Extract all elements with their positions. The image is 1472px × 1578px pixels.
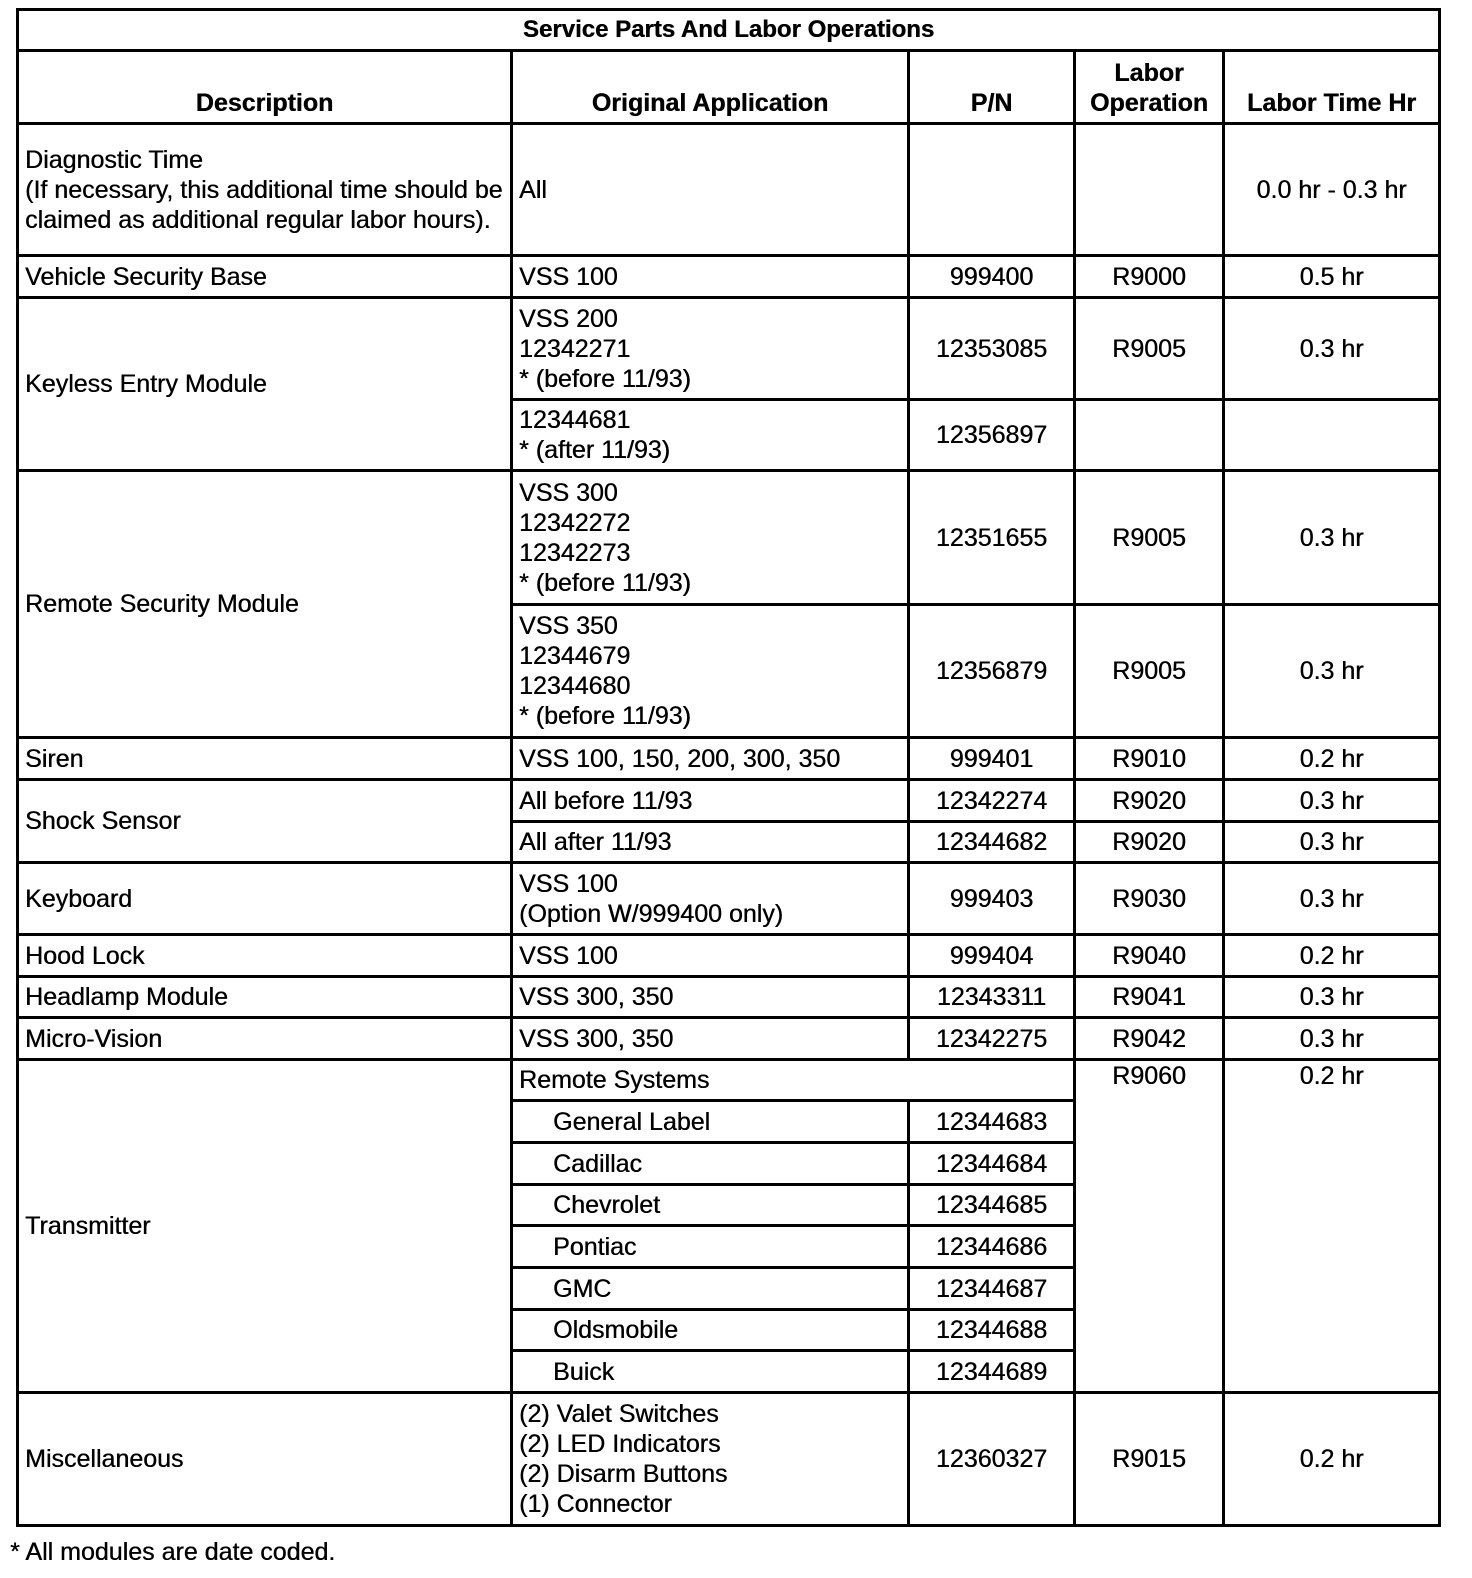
header-labor-op: Labor Operation [1075, 51, 1224, 124]
labor-op-cell: R9000 [1075, 256, 1224, 298]
labor-time-cell: 0.3 hr [1224, 822, 1440, 863]
application-cell: VSS 100, 150, 200, 300, 350 [512, 738, 909, 780]
labor-op-cell [1075, 400, 1224, 471]
labor-time-cell [1224, 400, 1440, 471]
application-cell: VSS 300 12342272 12342273 * (before 11/93) [512, 471, 909, 605]
pn-cell: 999401 [909, 738, 1075, 780]
pn-cell: 12344683 [909, 1101, 1075, 1143]
pn-cell [909, 124, 1075, 256]
description-cell: Headlamp Module [18, 977, 512, 1018]
application-cell: General Label [512, 1101, 909, 1143]
table-row [18, 471, 1440, 605]
labor-time-cell: 0.3 hr [1224, 471, 1440, 605]
pn-cell: 12344686 [909, 1226, 1075, 1268]
application-cell: (2) Valet Switches (2) LED Indicators (2) Disarm Buttons (1) Connector [512, 1393, 909, 1526]
labor-op-cell: R9010 [1075, 738, 1224, 780]
labor-op-cell: R9020 [1075, 780, 1224, 822]
application-cell: VSS 100 (Option W/999400 only) [512, 863, 909, 935]
labor-op-cell: R9005 [1075, 298, 1224, 400]
table-title: Service Parts And Labor Operations [18, 10, 1440, 51]
table-row [18, 977, 1440, 1018]
description-cell: Vehicle Security Base [18, 256, 512, 298]
labor-op-cell: R9041 [1075, 977, 1224, 1018]
application-cell: Cadillac [512, 1143, 909, 1185]
pn-cell: 12343311 [909, 977, 1075, 1018]
footnote: * All modules are date coded. [10, 1538, 336, 1566]
description-cell: Shock Sensor [18, 780, 512, 863]
labor-time-cell: 0.3 hr [1224, 605, 1440, 738]
pn-cell: 12342274 [909, 780, 1075, 822]
labor-op-cell: R9005 [1075, 471, 1224, 605]
labor-time-cell: 0.3 hr [1224, 863, 1440, 935]
pn-cell: 12353085 [909, 298, 1075, 400]
labor-op-cell: R9030 [1075, 863, 1224, 935]
service-parts-table [16, 8, 1441, 1527]
application-cell: VSS 200 12342271 * (before 11/93) [512, 298, 909, 400]
application-cell: VSS 350 12344679 12344680 * (before 11/93) [512, 605, 909, 738]
description-cell: Remote Security Module [18, 471, 512, 738]
labor-op-cell: R9060 [1075, 1060, 1224, 1393]
pn-cell: 12360327 [909, 1393, 1075, 1526]
application-cell: VSS 300, 350 [512, 977, 909, 1018]
description-cell: Diagnostic Time (If necessary, this additional time should be claimed as additional regular labor hours). [18, 124, 512, 256]
application-cell: VSS 300, 350 [512, 1018, 909, 1060]
pn-cell: 999400 [909, 256, 1075, 298]
labor-time-cell: 0.3 hr [1224, 977, 1440, 1018]
labor-time-cell: 0.2 hr [1224, 935, 1440, 977]
description-cell: Transmitter [18, 1060, 512, 1393]
application-cell: Chevrolet [512, 1185, 909, 1226]
table-row [18, 298, 1440, 400]
labor-op-cell: R9040 [1075, 935, 1224, 977]
application-cell: All before 11/93 [512, 780, 909, 822]
labor-time-cell: 0.3 hr [1224, 298, 1440, 400]
pn-cell: 999404 [909, 935, 1075, 977]
pn-cell: 12351655 [909, 471, 1075, 605]
description-cell: Hood Lock [18, 935, 512, 977]
application-cell: GMC [512, 1268, 909, 1310]
table-row [18, 256, 1440, 298]
pn-cell: 12344684 [909, 1143, 1075, 1185]
header-description: Description [18, 51, 512, 124]
table-row [18, 124, 1440, 256]
description-cell: Siren [18, 738, 512, 780]
pn-cell: 12344682 [909, 822, 1075, 863]
labor-op-cell: R9005 [1075, 605, 1224, 738]
description-cell: Micro-Vision [18, 1018, 512, 1060]
description-cell: Keyboard [18, 863, 512, 935]
description-cell: Keyless Entry Module [18, 298, 512, 471]
labor-time-cell: 0.2 hr [1224, 738, 1440, 780]
application-cell: All after 11/93 [512, 822, 909, 863]
pn-cell: 12344689 [909, 1351, 1075, 1393]
application-cell: 12344681 * (after 11/93) [512, 400, 909, 471]
table-row [18, 1393, 1440, 1526]
application-cell: Oldsmobile [512, 1310, 909, 1351]
header-labor-time: Labor Time Hr [1224, 51, 1440, 124]
pn-cell: 12344687 [909, 1268, 1075, 1310]
table-row [18, 935, 1440, 977]
labor-op-cell [1075, 124, 1224, 256]
application-group-cell: Remote Systems [512, 1060, 1075, 1101]
application-cell: VSS 100 [512, 935, 909, 977]
labor-op-cell: R9020 [1075, 822, 1224, 863]
labor-time-cell: 0.0 hr - 0.3 hr [1224, 124, 1440, 256]
header-application: Original Application [512, 51, 909, 124]
table-row [18, 1018, 1440, 1060]
header-pn: P/N [909, 51, 1075, 124]
pn-cell: 999403 [909, 863, 1075, 935]
pn-cell: 12356897 [909, 400, 1075, 471]
labor-op-cell: R9015 [1075, 1393, 1224, 1526]
application-cell: Pontiac [512, 1226, 909, 1268]
pn-cell: 12344688 [909, 1310, 1075, 1351]
labor-time-cell: 0.3 hr [1224, 780, 1440, 822]
labor-time-cell: 0.2 hr [1224, 1060, 1440, 1393]
table-row [18, 863, 1440, 935]
table-row [18, 738, 1440, 780]
table-row [18, 780, 1440, 822]
application-cell: All [512, 124, 909, 256]
labor-time-cell: 0.5 hr [1224, 256, 1440, 298]
labor-time-cell: 0.2 hr [1224, 1393, 1440, 1526]
application-cell: VSS 100 [512, 256, 909, 298]
pn-cell: 12342275 [909, 1018, 1075, 1060]
labor-time-cell: 0.3 hr [1224, 1018, 1440, 1060]
labor-op-cell: R9042 [1075, 1018, 1224, 1060]
application-cell: Buick [512, 1351, 909, 1393]
pn-cell: 12344685 [909, 1185, 1075, 1226]
table-row [18, 1060, 1440, 1101]
pn-cell: 12356879 [909, 605, 1075, 738]
description-cell: Miscellaneous [18, 1393, 512, 1526]
